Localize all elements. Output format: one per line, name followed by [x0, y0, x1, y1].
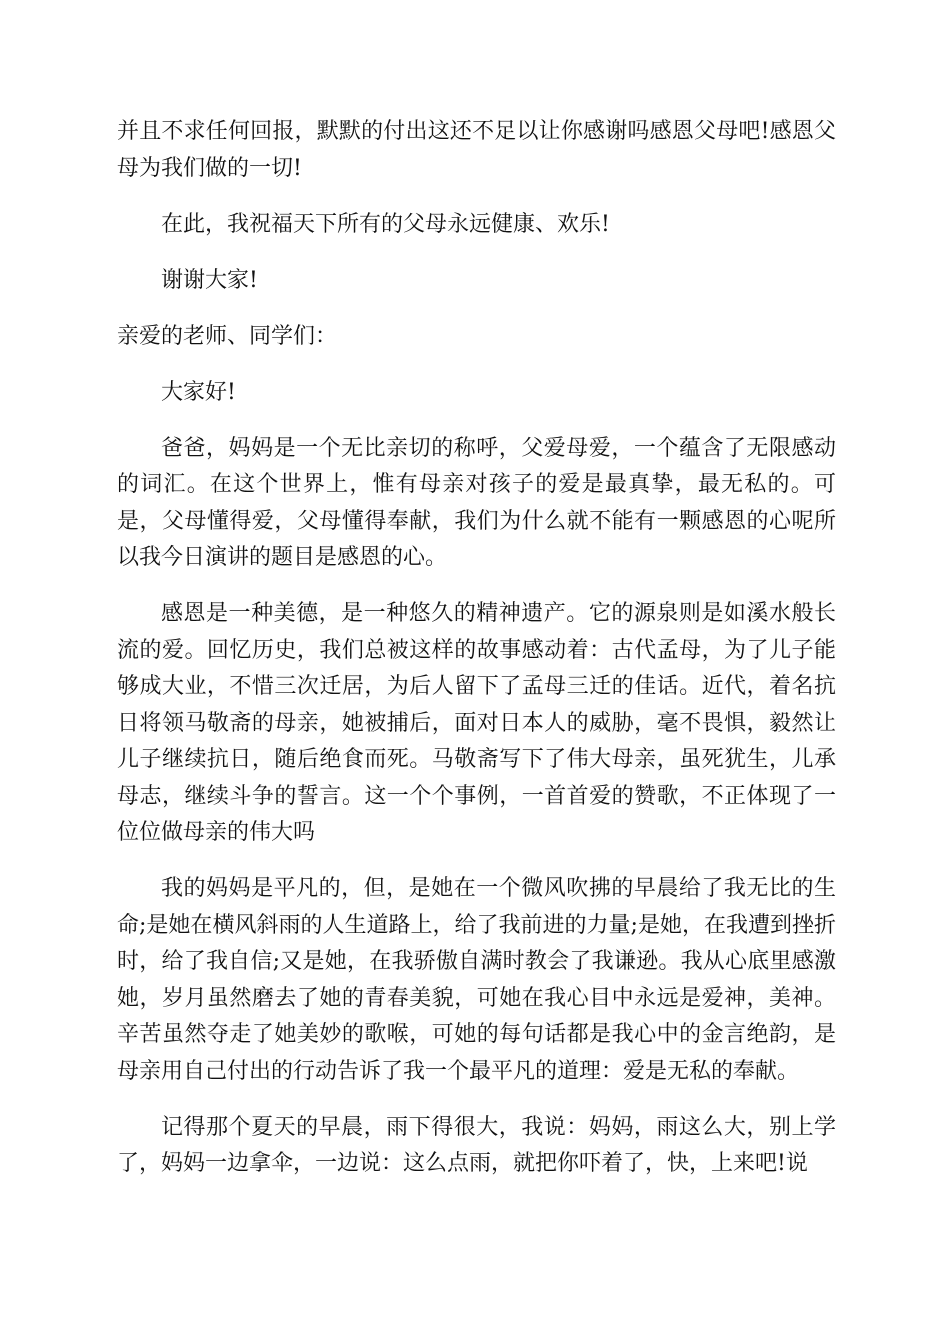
paragraph-4: 亲爱的老师、同学们： [117, 323, 338, 349]
paragraph-3: 谢谢大家! [161, 267, 258, 293]
paragraph-1: 并且不求任何回报，默默的付出这还不足以让你感谢吗感恩父母吧!感恩父母为我们做的一切! [117, 119, 836, 181]
paragraph-2: 在此，我祝福天下所有的父母永远健康、欢乐! [161, 211, 610, 237]
paragraph-7: 感恩是一种美德，是一种悠久的精神遗产。它的源泉则是如溪水般长流的爱。回忆历史，我们总被这样的故事感动着：古代孟母，为了儿子能够成大业，不惜三次迁居，为后人留下了孟母三迁的佳话。近代，着名抗日将领马敬斋的母亲，她被捕后，面对日本人的威胁，毫不畏惧，毅然让儿子继续抗日，随后绝食而死。马敬斋写下了伟大母亲，虽死犹生，儿承母志，继续斗争的誓言。这一个个事例，一首首爱的赞歌，不正体现了一位位做母亲的伟大吗 [117, 601, 836, 845]
paragraph-8: 我的妈妈是平凡的，但，是她在一个微风吹拂的早晨给了我无比的生命;是她在横风斜雨的人生道路上，给了我前进的力量;是她，在我遭到挫折时，给了我自信;又是她，在我骄傲自满时教会了我谦逊。我从心底里感激她，岁月虽然磨去了她的青春美貌，可她在我心目中永远是爱神，美神。辛苦虽然夺走了她美妙的歌喉，可她的每句话都是我心中的金言绝韵，是母亲用自己付出的行动告诉了我一个最平凡的道理：爱是无私的奉献。 [117, 876, 836, 1084]
paragraph-6: 爸爸，妈妈是一个无比亲切的称呼，父爱母爱，一个蕴含了无限感动的词汇。在这个世界上，惟有母亲对孩子的爱是最真挚，最无私的。可是，父母懂得爱，父母懂得奉献，我们为什么就不能有一颗感恩的心呢所以我今日演讲的题目是感恩的心。 [117, 435, 836, 570]
paragraph-9: 记得那个夏天的早晨，雨下得很大，我说：妈妈，雨这么大，别上学了，妈妈一边拿伞，一边说：这么点雨，就把你吓着了，快，上来吧!说 [117, 1114, 836, 1176]
paragraph-5: 大家好! [161, 379, 236, 405]
